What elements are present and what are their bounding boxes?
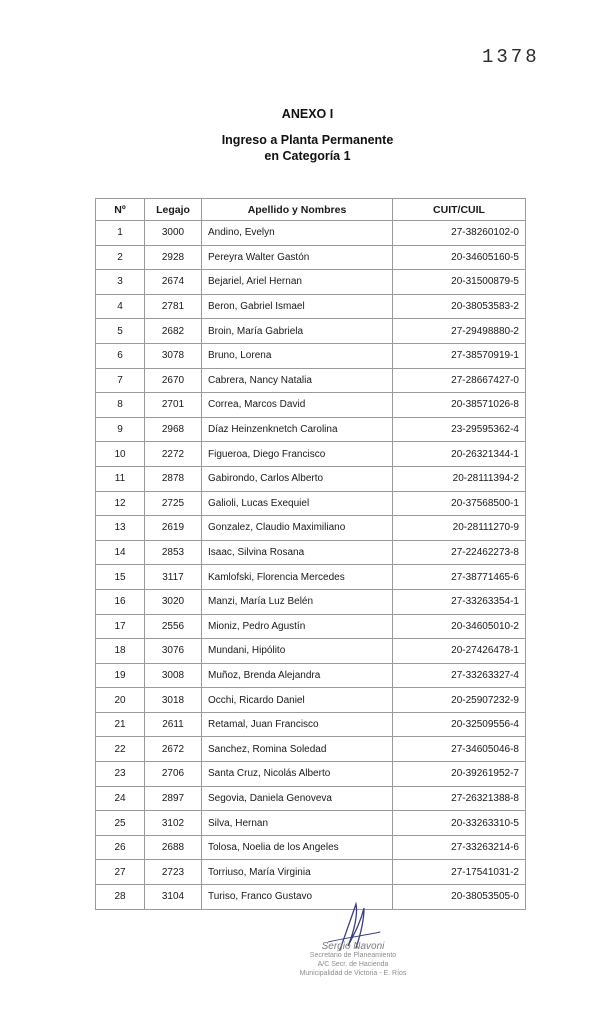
cell-legajo: 2674 bbox=[145, 270, 202, 295]
cell-cuit: 27-26321388-8 bbox=[393, 786, 526, 811]
cell-name: Retamal, Juan Francisco bbox=[202, 712, 393, 737]
folio-number: 1378 bbox=[482, 46, 540, 68]
cell-number: 21 bbox=[96, 712, 145, 737]
table-row bbox=[96, 540, 526, 565]
cell-cuit: 20-39261952-7 bbox=[393, 762, 526, 787]
cell-cuit: 27-33263354-1 bbox=[393, 589, 526, 614]
cell-legajo: 2968 bbox=[145, 417, 202, 442]
cell-cuit: 20-28111270-9 bbox=[393, 516, 526, 541]
cell-legajo: 2878 bbox=[145, 466, 202, 491]
cell-number: 3 bbox=[96, 270, 145, 295]
cell-number: 11 bbox=[96, 466, 145, 491]
cell-name: Andino, Evelyn bbox=[202, 221, 393, 246]
cell-name: Bejariel, Ariel Hernan bbox=[202, 270, 393, 295]
cell-number: 18 bbox=[96, 639, 145, 664]
cell-number: 1 bbox=[96, 221, 145, 246]
cell-legajo: 2672 bbox=[145, 737, 202, 762]
cell-legajo: 2897 bbox=[145, 786, 202, 811]
column-header-number: Nº bbox=[96, 199, 145, 221]
cell-cuit: 27-38570919-1 bbox=[393, 343, 526, 368]
cell-cuit: 20-27426478-1 bbox=[393, 639, 526, 664]
cell-number: 26 bbox=[96, 835, 145, 860]
table-row bbox=[96, 466, 526, 491]
cell-number: 25 bbox=[96, 811, 145, 836]
cell-name: Silva, Hernan bbox=[202, 811, 393, 836]
cell-legajo: 2725 bbox=[145, 491, 202, 516]
cell-name: Mioniz, Pedro Agustín bbox=[202, 614, 393, 639]
cell-legajo: 2682 bbox=[145, 319, 202, 344]
cell-name: Galioli, Lucas Exequiel bbox=[202, 491, 393, 516]
cell-number: 28 bbox=[96, 885, 145, 910]
cell-name: Gonzalez, Claudio Maximiliano bbox=[202, 516, 393, 541]
cell-cuit: 20-37568500-1 bbox=[393, 491, 526, 516]
table-row bbox=[96, 343, 526, 368]
cell-number: 16 bbox=[96, 589, 145, 614]
cell-name: Turiso, Franco Gustavo bbox=[202, 885, 393, 910]
cell-number: 27 bbox=[96, 860, 145, 885]
cell-number: 14 bbox=[96, 540, 145, 565]
cell-legajo: 2706 bbox=[145, 762, 202, 787]
cell-name: Occhi, Ricardo Daniel bbox=[202, 688, 393, 713]
cell-cuit: 27-22462273-8 bbox=[393, 540, 526, 565]
subtitle-line-1: Ingreso a Planta Permanente bbox=[221, 133, 394, 147]
cell-legajo: 2701 bbox=[145, 393, 202, 418]
cell-legajo: 2723 bbox=[145, 860, 202, 885]
cell-name: Isaac, Silvina Rosana bbox=[202, 540, 393, 565]
subtitle-line-2: en Categoría 1 bbox=[264, 149, 351, 163]
table-row bbox=[96, 589, 526, 614]
table-row bbox=[96, 270, 526, 295]
cell-cuit: 20-32509556-4 bbox=[393, 712, 526, 737]
cell-cuit: 20-38053505-0 bbox=[393, 885, 526, 910]
cell-cuit: 27-33263214-6 bbox=[393, 835, 526, 860]
official-stamp bbox=[278, 942, 428, 978]
cell-name: Mundani, Hipólito bbox=[202, 639, 393, 664]
cell-number: 17 bbox=[96, 614, 145, 639]
stamp-line-2: A/C Secr. de Hacienda bbox=[317, 961, 389, 968]
cell-number: 20 bbox=[96, 688, 145, 713]
table-row bbox=[96, 860, 526, 885]
table-row bbox=[96, 319, 526, 344]
column-header-name: Apellido y Nombres bbox=[202, 199, 393, 221]
cell-legajo: 3102 bbox=[145, 811, 202, 836]
cell-number: 4 bbox=[96, 294, 145, 319]
stamp-line-3: Municipalidad de Victoria - E. Ríos bbox=[299, 970, 407, 977]
cell-number: 8 bbox=[96, 393, 145, 418]
cell-legajo: 3104 bbox=[145, 885, 202, 910]
cell-cuit: 27-38260102-0 bbox=[393, 221, 526, 246]
annex-title: ANEXO I bbox=[281, 107, 334, 121]
column-header-legajo: Legajo bbox=[145, 199, 202, 221]
cell-number: 19 bbox=[96, 663, 145, 688]
table-row bbox=[96, 417, 526, 442]
cell-cuit: 20-34605010-2 bbox=[393, 614, 526, 639]
stamp-name: Sergio Navoni bbox=[321, 941, 385, 952]
cell-name: Beron, Gabriel Ismael bbox=[202, 294, 393, 319]
cell-number: 2 bbox=[96, 245, 145, 270]
cell-name: Tolosa, Noelia de los Angeles bbox=[202, 835, 393, 860]
cell-legajo: 2928 bbox=[145, 245, 202, 270]
cell-name: Muñoz, Brenda Alejandra bbox=[202, 663, 393, 688]
table-row bbox=[96, 614, 526, 639]
cell-cuit: 20-25907232-9 bbox=[393, 688, 526, 713]
cell-legajo: 2619 bbox=[145, 516, 202, 541]
cell-cuit: 27-17541031-2 bbox=[393, 860, 526, 885]
cell-name: Broin, María Gabriela bbox=[202, 319, 393, 344]
cell-name: Sanchez, Romina Soledad bbox=[202, 737, 393, 762]
cell-legajo: 2781 bbox=[145, 294, 202, 319]
cell-cuit: 20-38571026-8 bbox=[393, 393, 526, 418]
cell-number: 24 bbox=[96, 786, 145, 811]
cell-legajo: 2272 bbox=[145, 442, 202, 467]
table-row bbox=[96, 491, 526, 516]
cell-cuit: 27-29498880-2 bbox=[393, 319, 526, 344]
cell-number: 12 bbox=[96, 491, 145, 516]
table-row bbox=[96, 393, 526, 418]
table-row bbox=[96, 639, 526, 664]
table-row bbox=[96, 294, 526, 319]
cell-number: 6 bbox=[96, 343, 145, 368]
table-row bbox=[96, 688, 526, 713]
cell-cuit: 20-34605160-5 bbox=[393, 245, 526, 270]
cell-cuit: 20-28111394-2 bbox=[393, 466, 526, 491]
table-row bbox=[96, 786, 526, 811]
cell-number: 22 bbox=[96, 737, 145, 762]
table-row bbox=[96, 368, 526, 393]
cell-cuit: 20-26321344-1 bbox=[393, 442, 526, 467]
cell-cuit: 20-33263310-5 bbox=[393, 811, 526, 836]
cell-name: Cabrera, Nancy Natalia bbox=[202, 368, 393, 393]
cell-name: Figueroa, Diego Francisco bbox=[202, 442, 393, 467]
cell-cuit: 27-33263327-4 bbox=[393, 663, 526, 688]
cell-legajo: 3000 bbox=[145, 221, 202, 246]
cell-name: Segovia, Daniela Genoveva bbox=[202, 786, 393, 811]
table-header-row bbox=[96, 199, 526, 221]
table-row bbox=[96, 516, 526, 541]
cell-legajo: 2688 bbox=[145, 835, 202, 860]
cell-number: 7 bbox=[96, 368, 145, 393]
cell-cuit: 23-29595362-4 bbox=[393, 417, 526, 442]
cell-legajo: 3078 bbox=[145, 343, 202, 368]
table-row bbox=[96, 885, 526, 910]
cell-name: Santa Cruz, Nicolás Alberto bbox=[202, 762, 393, 787]
cell-cuit: 20-31500879-5 bbox=[393, 270, 526, 295]
table-row bbox=[96, 835, 526, 860]
table-row bbox=[96, 811, 526, 836]
cell-number: 23 bbox=[96, 762, 145, 787]
column-header-cuit: CUIT/CUIL bbox=[393, 199, 526, 221]
table-row bbox=[96, 565, 526, 590]
cell-number: 9 bbox=[96, 417, 145, 442]
cell-legajo: 3020 bbox=[145, 589, 202, 614]
cell-name: Manzi, María Luz Belén bbox=[202, 589, 393, 614]
cell-cuit: 27-34605046-8 bbox=[393, 737, 526, 762]
stamp-line-1: Secretario de Planeamiento bbox=[309, 952, 397, 959]
table-row bbox=[96, 663, 526, 688]
cell-name: Gabirondo, Carlos Alberto bbox=[202, 466, 393, 491]
cell-name: Correa, Marcos David bbox=[202, 393, 393, 418]
table-row bbox=[96, 762, 526, 787]
table-row bbox=[96, 712, 526, 737]
cell-name: Pereyra Walter Gastón bbox=[202, 245, 393, 270]
table-body bbox=[96, 221, 526, 910]
cell-legajo: 2556 bbox=[145, 614, 202, 639]
cell-number: 15 bbox=[96, 565, 145, 590]
table-row bbox=[96, 442, 526, 467]
cell-cuit: 20-38053583-2 bbox=[393, 294, 526, 319]
cell-name: Bruno, Lorena bbox=[202, 343, 393, 368]
cell-name: Kamlofski, Florencia Mercedes bbox=[202, 565, 393, 590]
employee-table bbox=[95, 198, 526, 910]
cell-legajo: 2611 bbox=[145, 712, 202, 737]
cell-number: 10 bbox=[96, 442, 145, 467]
table-row bbox=[96, 245, 526, 270]
cell-name: Torriuso, María Virginia bbox=[202, 860, 393, 885]
table-row bbox=[96, 221, 526, 246]
cell-cuit: 27-38771465-6 bbox=[393, 565, 526, 590]
cell-name: Díaz Heinzenknetch Carolina bbox=[202, 417, 393, 442]
cell-number: 13 bbox=[96, 516, 145, 541]
table-row bbox=[96, 737, 526, 762]
cell-legajo: 3018 bbox=[145, 688, 202, 713]
cell-cuit: 27-28667427-0 bbox=[393, 368, 526, 393]
cell-legajo: 2670 bbox=[145, 368, 202, 393]
cell-legajo: 3076 bbox=[145, 639, 202, 664]
cell-number: 5 bbox=[96, 319, 145, 344]
cell-legajo: 3008 bbox=[145, 663, 202, 688]
cell-legajo: 3117 bbox=[145, 565, 202, 590]
cell-legajo: 2853 bbox=[145, 540, 202, 565]
